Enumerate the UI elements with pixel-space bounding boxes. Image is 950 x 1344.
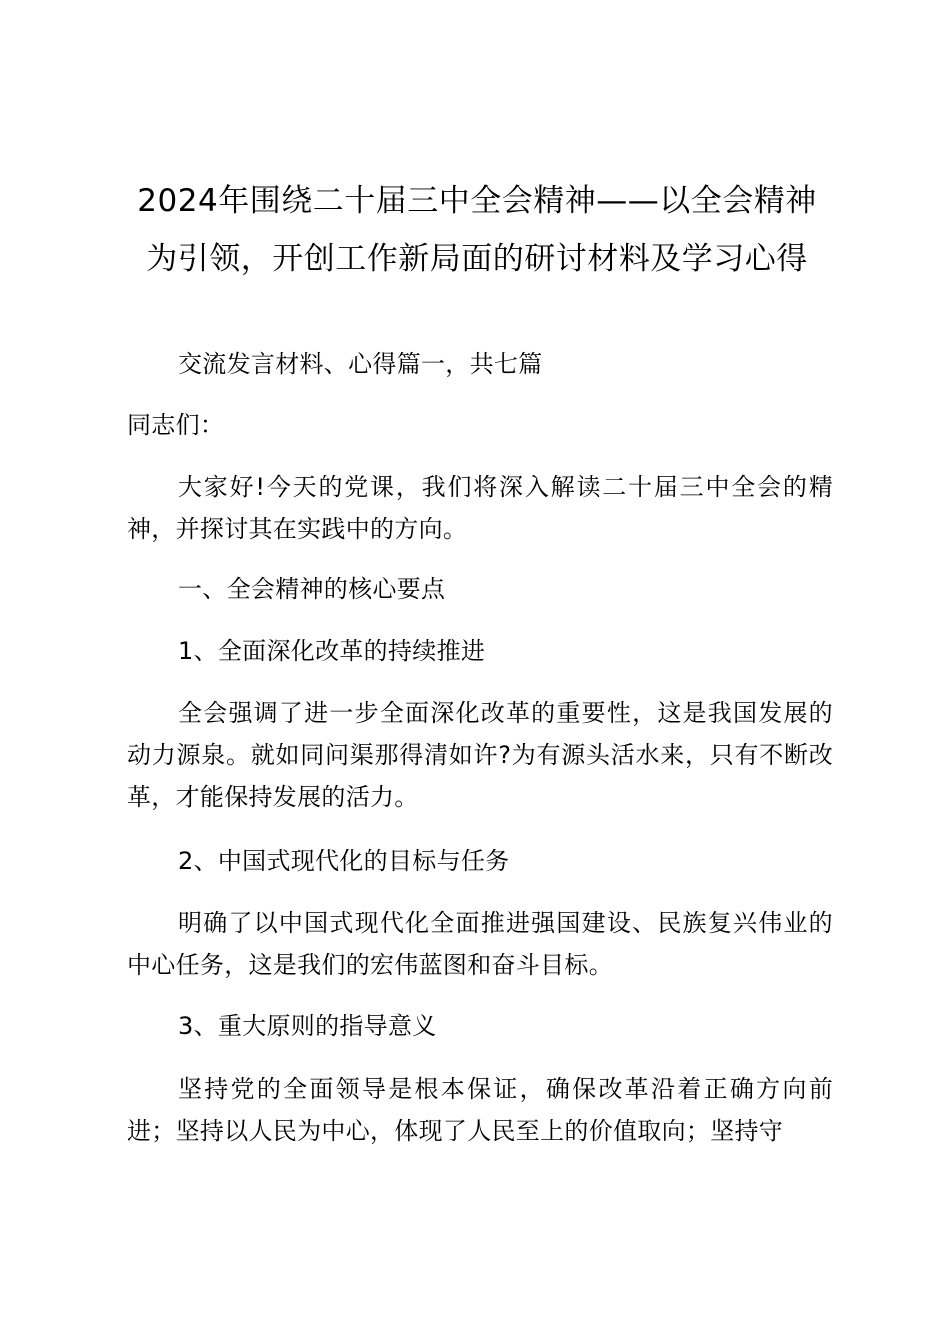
section-heading: 一、全会精神的核心要点 <box>178 575 446 603</box>
subtitle-paragraph: 交流发言材料、心得篇一，共七篇 <box>178 350 543 378</box>
body-paragraph: 明确了以中国式现代化全面推进强国建设、民族复兴伟业的中心任务，这是我们的宏伟蓝图和奋斗目标。 <box>127 909 833 979</box>
body-paragraph: 全会强调了进一步全面深化改革的重要性，这是我国发展的动力源泉。就如同问渠那得清如许?为有源头活水来，只有不断改革，才能保持发展的活力。 <box>127 699 833 811</box>
subsection-heading: 2、中国式现代化的目标与任务 <box>178 847 510 875</box>
subsection-heading: 3、重大原则的指导意义 <box>178 1012 437 1040</box>
salutation-paragraph: 同志们： <box>127 411 225 439</box>
subsection-heading: 1、全面深化改革的持续推进 <box>178 637 486 665</box>
document-title: 2024年围绕二十届三中全会精神——以全会精神为引领，开创工作新局面的研讨材料及学习心得 <box>137 183 817 277</box>
body-paragraph: 大家好!今天的党课，我们将深入解读二十届三中全会的精神，并探讨其在实践中的方向。 <box>127 473 833 543</box>
body-paragraph: 坚持党的全面领导是根本保证，确保改革沿着正确方向前进；坚持以人民为中心，体现了人民至上的价值取向；坚持守 <box>127 1075 833 1145</box>
